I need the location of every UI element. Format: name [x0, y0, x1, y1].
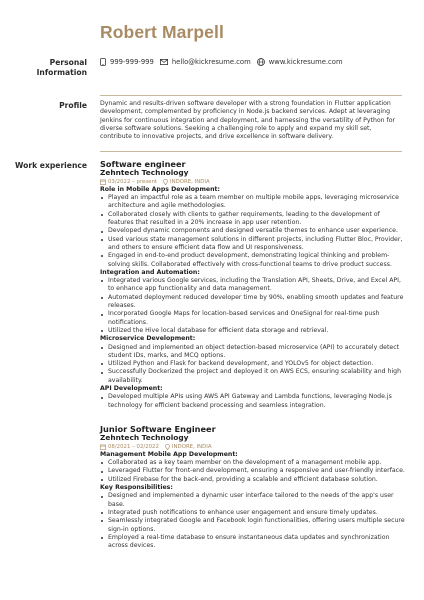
list-item: Utilized Python and Flask for backend development, and YOLOv5 for object detection.	[100, 360, 405, 368]
list-item: Played an impactful role as a team member on multiple mobile apps, leveraging microservice architecture and agile methodologies.	[100, 194, 405, 211]
personal-label-line2: Information	[36, 67, 87, 77]
list-item: Developed dynamic components and designed versatile themes to enhance user experience.	[100, 227, 405, 235]
list-item: Incorporated Google Maps for location-based services and OneSignal for real-time push notifications.	[100, 310, 405, 327]
website-url[interactable]: www.kickresume.com	[268, 58, 343, 66]
job-title: Junior Software Engineer	[100, 424, 216, 434]
contact-email[interactable]	[160, 58, 251, 66]
personal-label-line1: Personal	[49, 58, 87, 67]
bullet-list	[100, 393, 405, 410]
job-title: Software engineer	[100, 159, 186, 169]
bullet-list	[100, 277, 405, 335]
location-pin-icon	[165, 444, 170, 450]
subsection-heading: Microservice Development:	[100, 335, 196, 343]
subsection-heading: API Development:	[100, 385, 163, 393]
divider-profile	[100, 95, 402, 96]
contact-info	[100, 58, 349, 66]
job-location-wrap	[163, 178, 210, 186]
job-location: INDORE, INDIA	[171, 443, 212, 450]
job-company: Zehntech Technology	[100, 168, 189, 177]
list-item: Collaborated as a key team member on the development of a management mobile app.	[100, 459, 405, 467]
bullet-list	[100, 492, 405, 550]
bullet-list	[100, 459, 405, 484]
location-pin-icon	[163, 179, 168, 185]
job-meta	[100, 178, 405, 186]
list-item: Automated deployment reduced developer time by 90%, enabling smooth updates and feature releases.	[100, 294, 405, 311]
job-entry	[100, 425, 405, 550]
email-icon	[160, 59, 168, 65]
subsection-heading: Key Responsibilities:	[100, 484, 173, 492]
candidate-name: Robert Marpell	[100, 22, 224, 42]
calendar-icon	[100, 444, 106, 450]
personal-information-label	[2, 58, 87, 78]
job-location: INDORE, INDIA	[170, 178, 210, 185]
calendar-icon	[100, 179, 106, 185]
list-item: Seamlessly integrated Google and Facebook login functionalities, offering users multiple secure sign-in options.	[100, 517, 405, 534]
job-meta	[100, 443, 405, 451]
list-item: Designed and implemented a dynamic user interface tailored to the needs of the app's user base.	[100, 492, 405, 509]
divider-experience	[100, 151, 402, 152]
list-item: Used various state management solutions in different projects, including Flutter Bloc, Provider, and others to ensure efficient data flow and UI responsiveness.	[100, 236, 405, 253]
list-item: Designed and implemented an object detection-based microservice (API) to accurately detect student IDs, marks, and MCQ options.	[100, 344, 405, 361]
list-item: Employed a real-time database to ensure instantaneous data updates and synchronization across devices.	[100, 534, 405, 551]
bullet-list	[100, 194, 405, 269]
job-company: Zehntech Technology	[100, 433, 189, 442]
subsection-heading: Management Mobile App Development:	[100, 450, 238, 458]
job-location-wrap	[165, 443, 212, 451]
list-item: Integrated push notifications to enhance user engagement and ensure timely updates.	[100, 509, 405, 517]
phone-icon	[100, 58, 106, 66]
list-item: Utilized Firebase for the back-end, providing a scalable and efficient database solution.	[100, 476, 405, 484]
list-item: Collaborated closely with clients to gather requirements, leading to the development of features that resulted in a 20% increase in app user retention.	[100, 211, 405, 228]
globe-icon	[257, 58, 265, 66]
list-item: Leveraged Flutter for front-end development, ensuring a responsive and user-friendly interface.	[100, 467, 405, 475]
email-address[interactable]: hello@kickresume.com	[171, 58, 251, 66]
profile-label: Profile	[59, 101, 87, 110]
list-item: Developed multiple APIs using AWS API Gateway and Lambda functions, leveraging Node.js technology for efficient backend processing and seamless integration.	[100, 393, 405, 410]
list-item: Utilized the Hive local database for efficient data storage and retrieval.	[100, 327, 405, 335]
list-item: Engaged in end-to-end product development, demonstrating logical thinking and problem-solving skills. Collaborated effectively with cross-functional teams to drive product success.	[100, 252, 405, 269]
bullet-list	[100, 344, 405, 385]
job-dates: 03/2022 – present	[108, 178, 158, 185]
phone-number: 999-999-999	[110, 58, 154, 66]
job-dates: 08/2021 – 02/2022	[108, 443, 159, 450]
list-item: Integrated various Google services, including the Translation API, Sheets, Drive, and Excel API, to enhance app functionality and data management.	[100, 277, 405, 294]
profile-summary: Dynamic and results-driven software developer with a strong foundation in Flutter application development, complemented by proficiency in Node.js backend services. Adept at leveraging Jenkins for continuous integration and deployment, and harnessing the versatility of Python for diverse software solutions. Seeking a challenging role to apply and expand my skill set, contribute to innovative projects, and drive excellence in software delivery.	[100, 100, 396, 141]
job-entry	[100, 160, 405, 410]
list-item: Successfully Dockerized the project and deployed it on AWS ECS, ensuring scalability and high availability.	[100, 368, 405, 385]
contact-phone	[100, 58, 154, 66]
subsection-heading: Role in Mobile Apps Development:	[100, 185, 220, 193]
subsection-heading: Integration and Automation:	[100, 268, 200, 276]
contact-website[interactable]	[257, 58, 343, 66]
work-experience-label: Work experience	[15, 161, 87, 170]
